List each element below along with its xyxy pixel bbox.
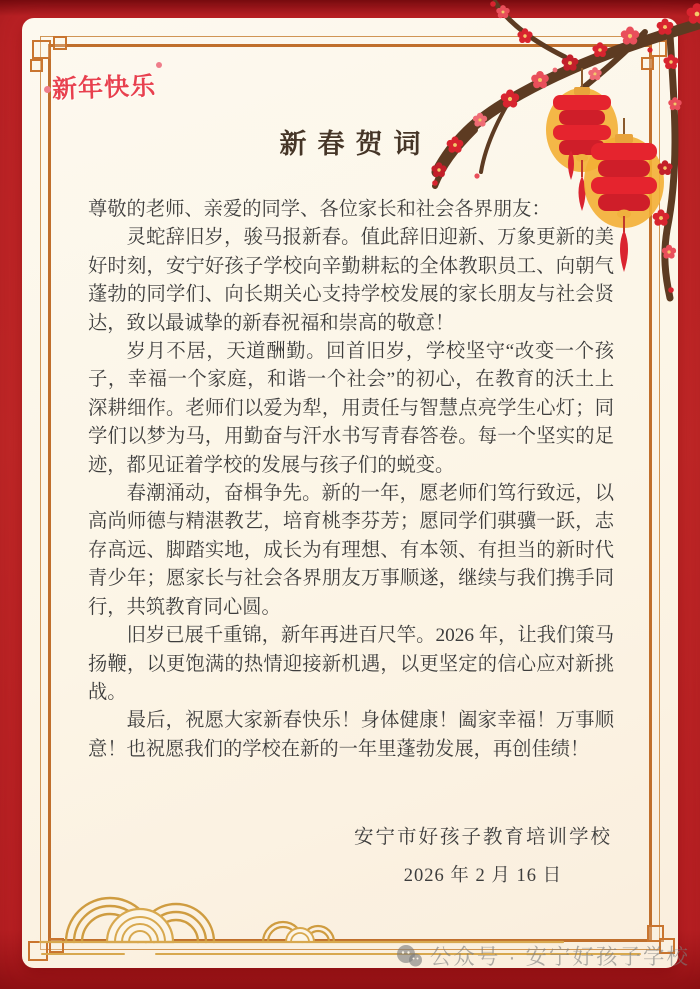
happy-new-year-logo: 新年快乐	[51, 73, 157, 104]
paragraph: 春潮涌动，奋楫争先。新的一年，愿老师们笃行致远，以高尚师德与精湛教艺，培育桃李芬芳；愿同学们骐骥一跃，志存高远、脚踏实地，成长为有理想、有本领、有担当的新时代青少年；愿家长与社会各界朋友万事顺遂，继续与我们携手同行，共筑教育同心圆。	[88, 483, 614, 618]
signature-school-name: 安宁市好孩子教育培训学校	[353, 827, 612, 849]
letter-body	[88, 196, 614, 890]
corner-knot	[53, 36, 67, 50]
watermark	[396, 940, 690, 971]
corner-knot	[30, 59, 43, 72]
letter-title: 新春贺词	[279, 129, 432, 159]
paragraph: 灵蛇辞旧岁，骏马报新春。值此辞旧迎新、万象更新的美好时刻，安宁好孩子学校向辛勤耕耘的全体教职员工、向朝气蓬勃的同学们、向长期关心支持学校发展的家长朋友与社会贤达，致以最诚挚的新春祝福和崇高的敬意！	[88, 227, 614, 334]
paragraph: 最后，祝愿大家新春快乐！身体健康！阖家幸福！万事顺意！也祝愿我们的学校在新的一年里蓬勃发展，再创佳绩！	[88, 710, 614, 760]
wechat-icon	[396, 944, 423, 968]
corner-knot	[32, 40, 51, 59]
signature-block	[88, 824, 614, 890]
logo-ornament	[44, 86, 51, 93]
paragraph: 岁月不居，天道酬勤。回首旧岁，学校坚守“改变一个孩子，幸福一个家庭，和谐一个社会”的初心，在教育的沃土上深耕细作。老师们以爱为犁，用责任与智慧点亮学生心灯；同学们以梦为马，用勤奋与汗水书写青春答卷。每一个坚实的足迹，都见证着学校的发展与孩子们的蜕变。	[88, 341, 614, 476]
salutation: 尊敬的老师、亲爱的同学、各位家长和社会各界朋友：	[88, 199, 551, 220]
paragraph: 旧岁已展千重锦，新年再进百尺竿。2026 年，让我们策马扬鞭，以更饱满的热情迎接新机遇，以更坚定的信心应对新挑战。	[88, 625, 614, 703]
logo-ornament	[156, 62, 162, 68]
watermark-text: 公众号 · 安宁好孩子学校	[429, 945, 690, 969]
signature-date: 2026 年 2 月 16 日	[403, 865, 563, 886]
